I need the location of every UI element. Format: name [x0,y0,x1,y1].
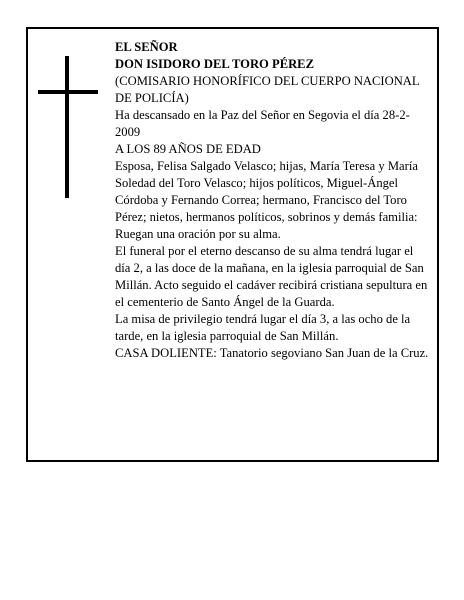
heading-el-senor: EL SEÑOR [115,40,178,54]
prayer-request: Ruegan una oración por su alma. [115,227,281,241]
deceased-name: DON ISIDORO DEL TORO PÉREZ [115,57,314,71]
rest-statement: Ha descansado en la Paz del Señor en Segovia el día 28-2-2009 [115,108,410,139]
mourning-house: CASA DOLIENTE: Tanatorio segoviano San Juan de la Cruz. [115,346,429,360]
obituary-notice [26,27,439,462]
age-statement: A LOS 89 AÑOS DE EDAD [115,142,261,156]
family-list: Esposa, Felisa Salgado Velasco; hijas, María Teresa y María Soledad del Toro Velasco; hijos políticos, Miguel-Ángel Córdoba y Fernando Correa; hermano, Francisco del Toro Pérez; nietos, hermanos políticos, sobrinos y demás familia: [115,159,418,224]
cross-icon [38,56,98,198]
funeral-details: El funeral por el eterno descanso de su alma tendrá lugar el día 2, a las doce de la mañana, en la iglesia parroquial de San Millán. Acto seguido el cadáver recibirá cristiana sepultura en el cementerio de Santo Ángel de la Guarda. [115,244,428,309]
cross-vertical-bar [65,56,69,198]
honorary-title: (COMISARIO HONORÍFICO DEL CUERPO NACIONAL DE POLICÍA) [115,74,420,105]
obituary-text [115,39,431,362]
mass-details: La misa de privilegio tendrá lugar el día 3, a las ocho de la tarde, en la iglesia parroquial de San Millán. [115,312,411,343]
cross-horizontal-bar [38,90,98,94]
